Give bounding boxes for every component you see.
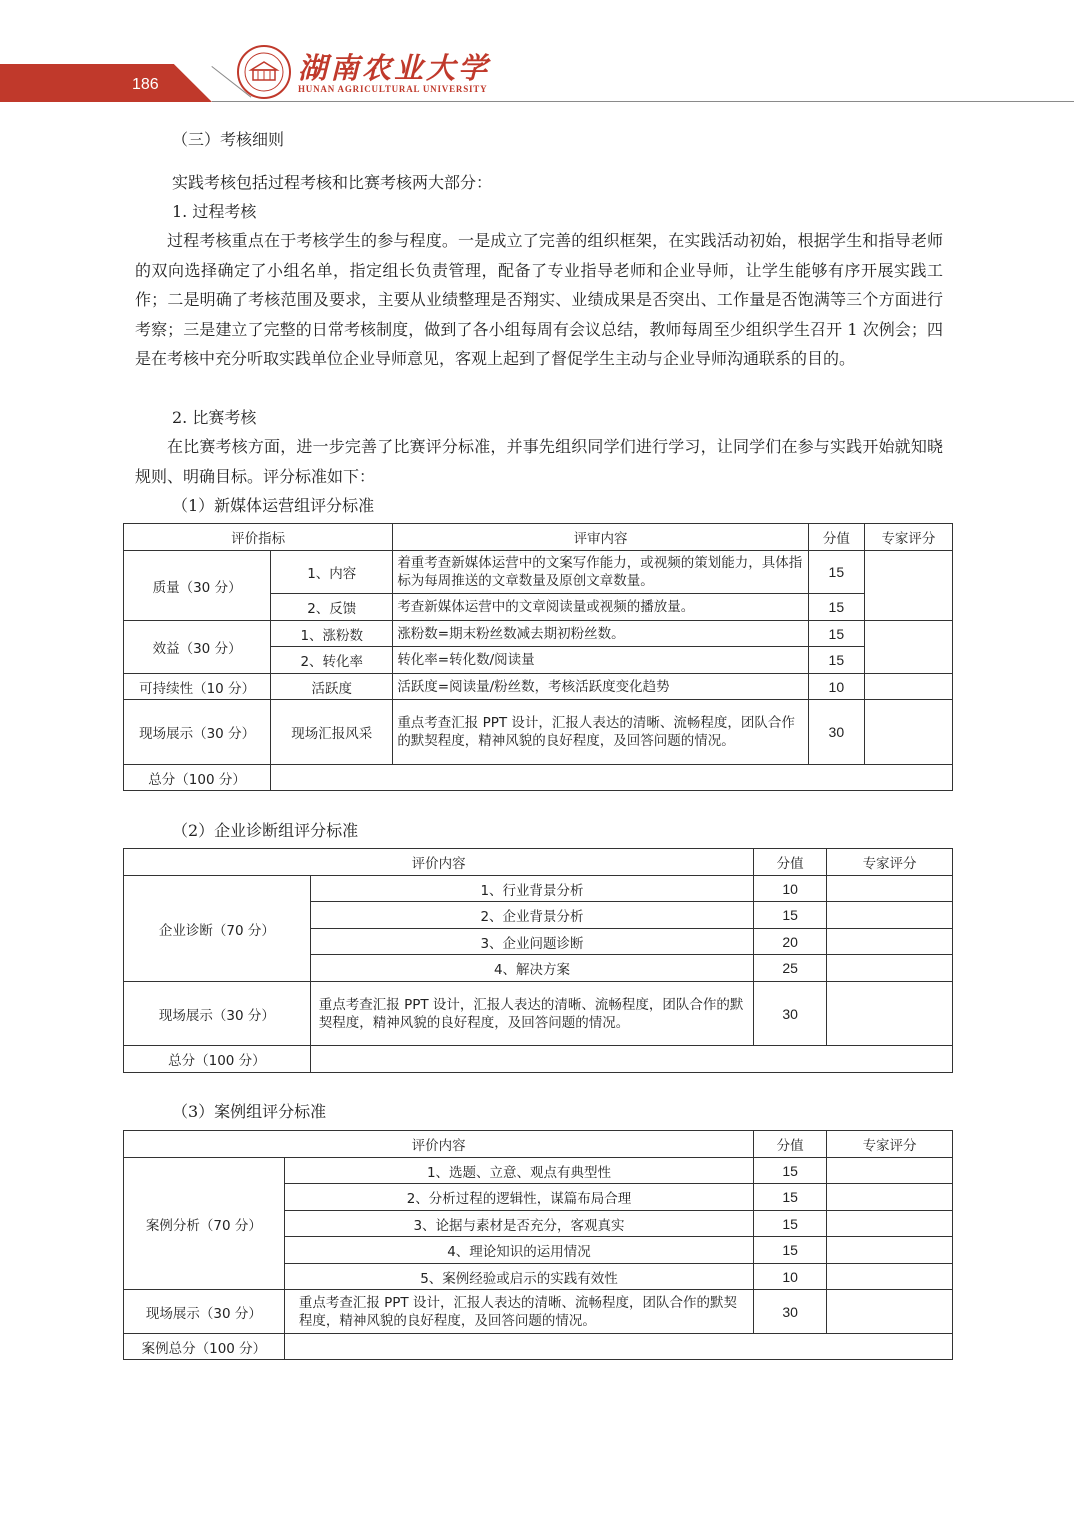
expert-score-cell [827,1158,953,1184]
table-enterprise-diagnosis [123,848,953,1073]
table-new-media [123,523,953,791]
intro-text: 实践考核包括过程考核和比赛考核两大部分： [172,173,493,192]
content-cell: 2、企业背景分析 [310,902,753,929]
table-case-study [123,1130,953,1360]
header-cell: 评价内容 [124,1131,754,1158]
table-row [124,621,953,647]
table-row [124,1046,953,1073]
score-cell: 10 [754,876,827,902]
table2-caption: （2）企业诊断组评分标准 [172,821,359,840]
expert-score-cell [827,1184,953,1211]
header-cell: 专家评分 [864,524,952,551]
group-cell: 质量（30 分） [124,551,271,621]
header-cell: 专家评分 [827,1131,953,1158]
score-cell: 15 [754,1158,827,1184]
group-cell: 企业诊断（70 分） [124,876,311,982]
score-cell: 15 [808,647,864,674]
content-cell: 考查新媒体运营中的文章阅读量或视频的播放量。 [393,594,809,621]
table-row [124,700,953,765]
university-name-cn: 湖南农业大学 [298,51,491,85]
section-title: （三）考核细则 [172,130,285,149]
content-cell: 1、行业背景分析 [310,876,753,902]
part2-paragraph: 在比赛考核方面，进一步完善了比赛评分标准，并事先组织同学们进行学习，让同学们在参与实践开始就知晓规则、明确目标。评分标准如下： [135,437,943,486]
table-row [124,982,953,1046]
university-name-en: HUNAN AGRICULTURAL UNIVERSITY [298,84,488,94]
group-cell: 案例分析（70 分） [124,1158,285,1290]
table-row [124,551,953,594]
table-row [124,1334,953,1360]
score-cell: 30 [754,1290,827,1334]
score-cell: 30 [754,982,827,1046]
item-cell: 2、反馈 [271,594,393,621]
score-cell: 15 [808,551,864,594]
header-cell: 评审内容 [393,524,809,551]
total-cell: 总分（100 分） [124,1046,311,1073]
content-cell: 3、论据与素材是否充分，客观真实 [284,1211,753,1237]
page-number: 186 [132,76,159,93]
score-cell: 15 [754,1184,827,1211]
content-cell: 涨粉数=期末粉丝数减去期初粉丝数。 [393,621,809,647]
expert-score-cell [827,1264,953,1290]
total-cell: 总分（100 分） [124,765,271,791]
score-cell: 10 [754,1264,827,1290]
table-row [124,1131,953,1158]
table-row [124,674,953,700]
item-cell: 2、转化率 [271,647,393,674]
total-value-cell [310,1046,952,1073]
item-cell: 1、涨粉数 [271,621,393,647]
total-value-cell [284,1334,952,1360]
score-cell: 15 [754,1211,827,1237]
content-cell: 活跃度=阅读量/粉丝数，考核活跃度变化趋势 [393,674,809,700]
expert-score-cell [827,1290,953,1334]
expert-score-cell [827,902,953,929]
expert-score-cell [864,551,952,621]
score-cell: 15 [808,621,864,647]
part1-paragraph: 过程考核重点在于考核学生的参与程度。一是成立了完善的组织框架，在实践活动初始，根据学生和指导老师的双向选择确定了小组名单，指定组长负责管理，配备了专业指导老师和企业导师，让学生能够有序开展实践工作；二是明确了考核范围及要求，主要从业绩整理是否翔实、业绩成果是否突出、工作量是否饱满等三个方面进行考察；三是建立了完整的日常考核制度，做到了各小组每周有会议总结，教师每周至少组织学生召开 1 次例会；四是在考核中充分听取实践单位企业导师意见，客观上起到了督促学生主动与企业导师沟通联系的目的。 [135,231,943,368]
content-cell: 3、企业问题诊断 [310,929,753,955]
group-cell: 现场展示（30 分） [124,1290,285,1334]
content-cell: 着重考查新媒体运营中的文案写作能力，或视频的策划能力，具体指标为每周推送的文章数量及原创文章数量。 [393,551,809,594]
score-cell: 25 [754,955,827,982]
table-row [124,524,953,551]
header-cell: 分值 [754,849,827,876]
content-cell: 重点考查汇报 PPT 设计，汇报人表达的清晰、流畅程度，团队合作的默契程度，精神风貌的良好程度，及回答问题的情况。 [393,700,809,765]
expert-score-cell [864,674,952,700]
content-cell: 5、案例经验或启示的实践有效性 [284,1264,753,1290]
table-row [124,1290,953,1334]
content-cell: 4、解决方案 [310,955,753,982]
header-rule [212,101,1074,102]
table3-caption: （3）案例组评分标准 [172,1102,327,1121]
header-cell: 分值 [754,1131,827,1158]
expert-score-cell [827,1237,953,1264]
score-cell: 15 [754,1237,827,1264]
expert-score-cell [827,982,953,1046]
expert-score-cell [864,621,952,674]
header-cell: 专家评分 [827,849,953,876]
header-red-band [0,64,212,102]
university-seal-icon [236,44,292,100]
score-cell: 15 [808,594,864,621]
expert-score-cell [827,1211,953,1237]
expert-score-cell [827,929,953,955]
content-cell: 4、理论知识的运用情况 [284,1237,753,1264]
content-cell: 重点考查汇报 PPT 设计，汇报人表达的清晰、流畅程度，团队合作的默契程度，精神风貌的良好程度，及回答问题的情况。 [284,1290,753,1334]
header-cell: 评价内容 [124,849,754,876]
score-cell: 30 [808,700,864,765]
table-row [124,765,953,791]
content-cell: 重点考查汇报 PPT 设计，汇报人表达的清晰、流畅程度，团队合作的默契程度，精神风貌的良好程度，及回答问题的情况。 [310,982,753,1046]
content-cell: 2、分析过程的逻辑性，谋篇布局合理 [284,1184,753,1211]
header-cell: 分值 [808,524,864,551]
group-cell: 现场展示（30 分） [124,700,271,765]
item-cell: 1、内容 [271,551,393,594]
expert-score-cell [864,700,952,765]
table1-caption: （1）新媒体运营组评分标准 [172,496,375,515]
item-cell: 现场汇报风采 [271,700,393,765]
content-cell: 转化率=转化数/阅读量 [393,647,809,674]
score-cell: 15 [754,902,827,929]
table-row [124,876,953,902]
part1-heading: 1. 过程考核 [172,202,257,221]
score-cell: 20 [754,929,827,955]
part2-heading: 2. 比赛考核 [172,408,257,427]
table-row [124,1158,953,1184]
item-cell: 活跃度 [271,674,393,700]
table-row [124,849,953,876]
total-value-cell [271,765,953,791]
expert-score-cell [827,955,953,982]
group-cell: 现场展示（30 分） [124,982,311,1046]
group-cell: 效益（30 分） [124,621,271,674]
expert-score-cell [827,876,953,902]
content-cell: 1、选题、立意、观点有典型性 [284,1158,753,1184]
group-cell: 可持续性（10 分） [124,674,271,700]
score-cell: 10 [808,674,864,700]
total-cell: 案例总分（100 分） [124,1334,285,1360]
header-cell: 评价指标 [124,524,393,551]
